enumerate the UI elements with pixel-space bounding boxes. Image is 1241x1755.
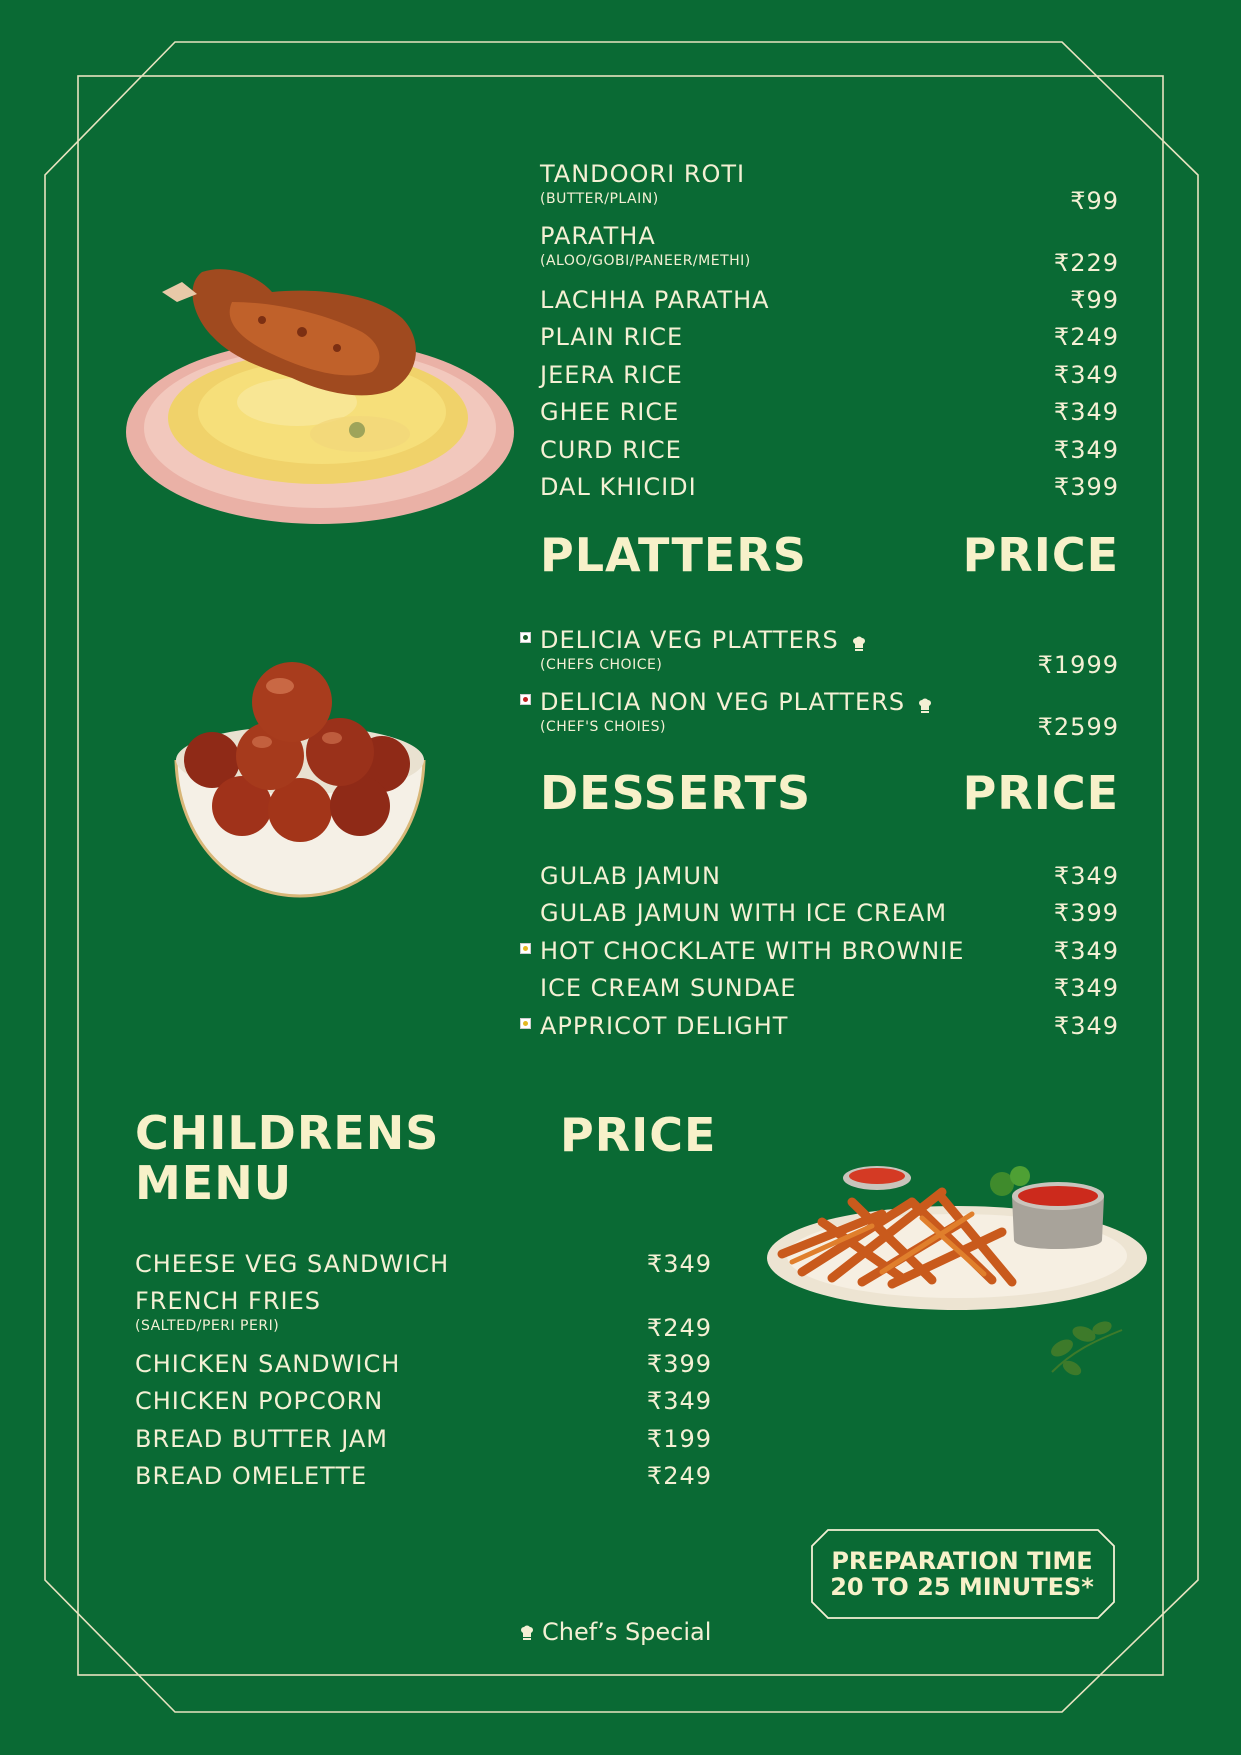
list-item (540, 937, 1119, 965)
veg-marker-icon (520, 632, 531, 643)
item-description: (SALTED/PERI PERI) (135, 1318, 280, 1334)
item-name: TANDOORI ROTI (540, 160, 746, 188)
list-item (540, 398, 1119, 426)
list-item (540, 323, 1119, 351)
childrens-heading-line1: CHILDRENS (135, 1106, 440, 1160)
item-price: ₹2599 (1037, 713, 1119, 741)
item-name: BREAD BUTTER JAM (135, 1425, 389, 1453)
french-fries-plate-image (762, 1162, 1152, 1392)
prep-time-badge (810, 1530, 1114, 1618)
childrens-price-header: PRICE (560, 1108, 717, 1162)
item-name: GHEE RICE (540, 398, 680, 426)
item-price: ₹229 (1053, 249, 1119, 277)
childrens-heading-line2: MENU (135, 1156, 293, 1210)
non-veg-marker-icon (520, 694, 531, 705)
list-item (540, 862, 1119, 890)
gulab-jamun-bowl-image (172, 660, 428, 900)
egg-marker-icon (520, 943, 531, 954)
item-name: LACHHA PARATHA (540, 286, 770, 314)
item-name: DELICIA VEG PLATTERS (540, 626, 839, 654)
item-price: ₹249 (646, 1314, 712, 1342)
platters-price-header: PRICE (962, 528, 1119, 582)
item-price: ₹349 (646, 1387, 712, 1415)
item-name: JEERA RICE (540, 361, 683, 389)
item-name: PARATHA (540, 222, 656, 250)
list-item (135, 1287, 712, 1342)
item-name: CURD RICE (540, 436, 682, 464)
prep-time-line2: 20 TO 25 MINUTES* (830, 1573, 1094, 1601)
item-description: (CHEFS CHOICE) (540, 657, 663, 673)
item-price: ₹349 (1053, 974, 1119, 1002)
platters-heading: PLATTERS (540, 528, 807, 582)
item-price: ₹349 (646, 1250, 712, 1278)
chef-hat-icon (918, 698, 932, 714)
list-item (135, 1250, 712, 1278)
item-name: BREAD OMELETTE (135, 1462, 368, 1490)
list-item (135, 1462, 712, 1490)
platters-section (540, 626, 1119, 746)
item-name: GULAB JAMUN WITH ICE CREAM (540, 899, 948, 927)
chef-hat-icon (852, 636, 866, 652)
item-price: ₹349 (1053, 937, 1119, 965)
list-item (135, 1387, 712, 1415)
chef-special-label: Chef’s Special (542, 1618, 712, 1646)
item-price: ₹1999 (1037, 651, 1119, 679)
list-item (540, 160, 1119, 215)
item-name: HOT CHOCKLATE WITH BROWNIE (540, 937, 965, 965)
item-price: ₹99 (1070, 187, 1119, 215)
desserts-heading: DESSERTS (540, 766, 812, 820)
breads-rice-section (540, 160, 1119, 510)
item-price: ₹349 (1053, 398, 1119, 426)
list-item (540, 436, 1119, 464)
item-price: ₹349 (1053, 1012, 1119, 1040)
prep-time-line1: PREPARATION TIME (831, 1547, 1093, 1575)
item-name: APPRICOT DELIGHT (540, 1012, 789, 1040)
list-item (135, 1350, 712, 1378)
item-price: ₹249 (1053, 323, 1119, 351)
item-name: ICE CREAM SUNDAE (540, 974, 797, 1002)
item-price: ₹349 (1053, 361, 1119, 389)
item-price: ₹349 (1053, 862, 1119, 890)
list-item (540, 473, 1119, 501)
item-price: ₹199 (646, 1425, 712, 1453)
list-item (540, 1012, 1119, 1040)
biryani-plate-image (122, 262, 517, 524)
chef-hat-icon (520, 1625, 534, 1641)
list-item (540, 626, 1119, 679)
egg-marker-icon (520, 1018, 531, 1029)
childrens-menu-section (135, 1250, 712, 1500)
list-item (540, 974, 1119, 1002)
list-item (135, 1425, 712, 1453)
item-price: ₹249 (646, 1462, 712, 1490)
item-name: PLAIN RICE (540, 323, 684, 351)
item-name: GULAB JAMUN (540, 862, 721, 890)
list-item (540, 361, 1119, 389)
list-item (540, 286, 1119, 314)
list-item (540, 688, 1119, 741)
item-price: ₹99 (1070, 286, 1119, 314)
chef-special-legend (520, 1618, 711, 1646)
item-price: ₹399 (646, 1350, 712, 1378)
item-name: DELICIA NON VEG PLATTERS (540, 688, 906, 716)
list-item (540, 222, 1119, 277)
item-name: CHEESE VEG SANDWICH (135, 1250, 450, 1278)
item-description: (CHEF'S CHOIES) (540, 719, 666, 735)
list-item (540, 899, 1119, 927)
item-name: CHICKEN SANDWICH (135, 1350, 401, 1378)
desserts-section (540, 862, 1119, 1042)
childrens-menu-heading (135, 1108, 439, 1208)
desserts-price-header: PRICE (962, 766, 1119, 820)
item-description: (ALOO/GOBI/PANEER/METHI) (540, 253, 751, 269)
item-description: (BUTTER/PLAIN) (540, 191, 659, 207)
item-name: CHICKEN POPCORN (135, 1387, 384, 1415)
item-price: ₹349 (1053, 436, 1119, 464)
item-price: ₹399 (1053, 899, 1119, 927)
item-name: DAL KHICIDI (540, 473, 697, 501)
item-name: FRENCH FRIES (135, 1287, 321, 1315)
item-price: ₹399 (1053, 473, 1119, 501)
